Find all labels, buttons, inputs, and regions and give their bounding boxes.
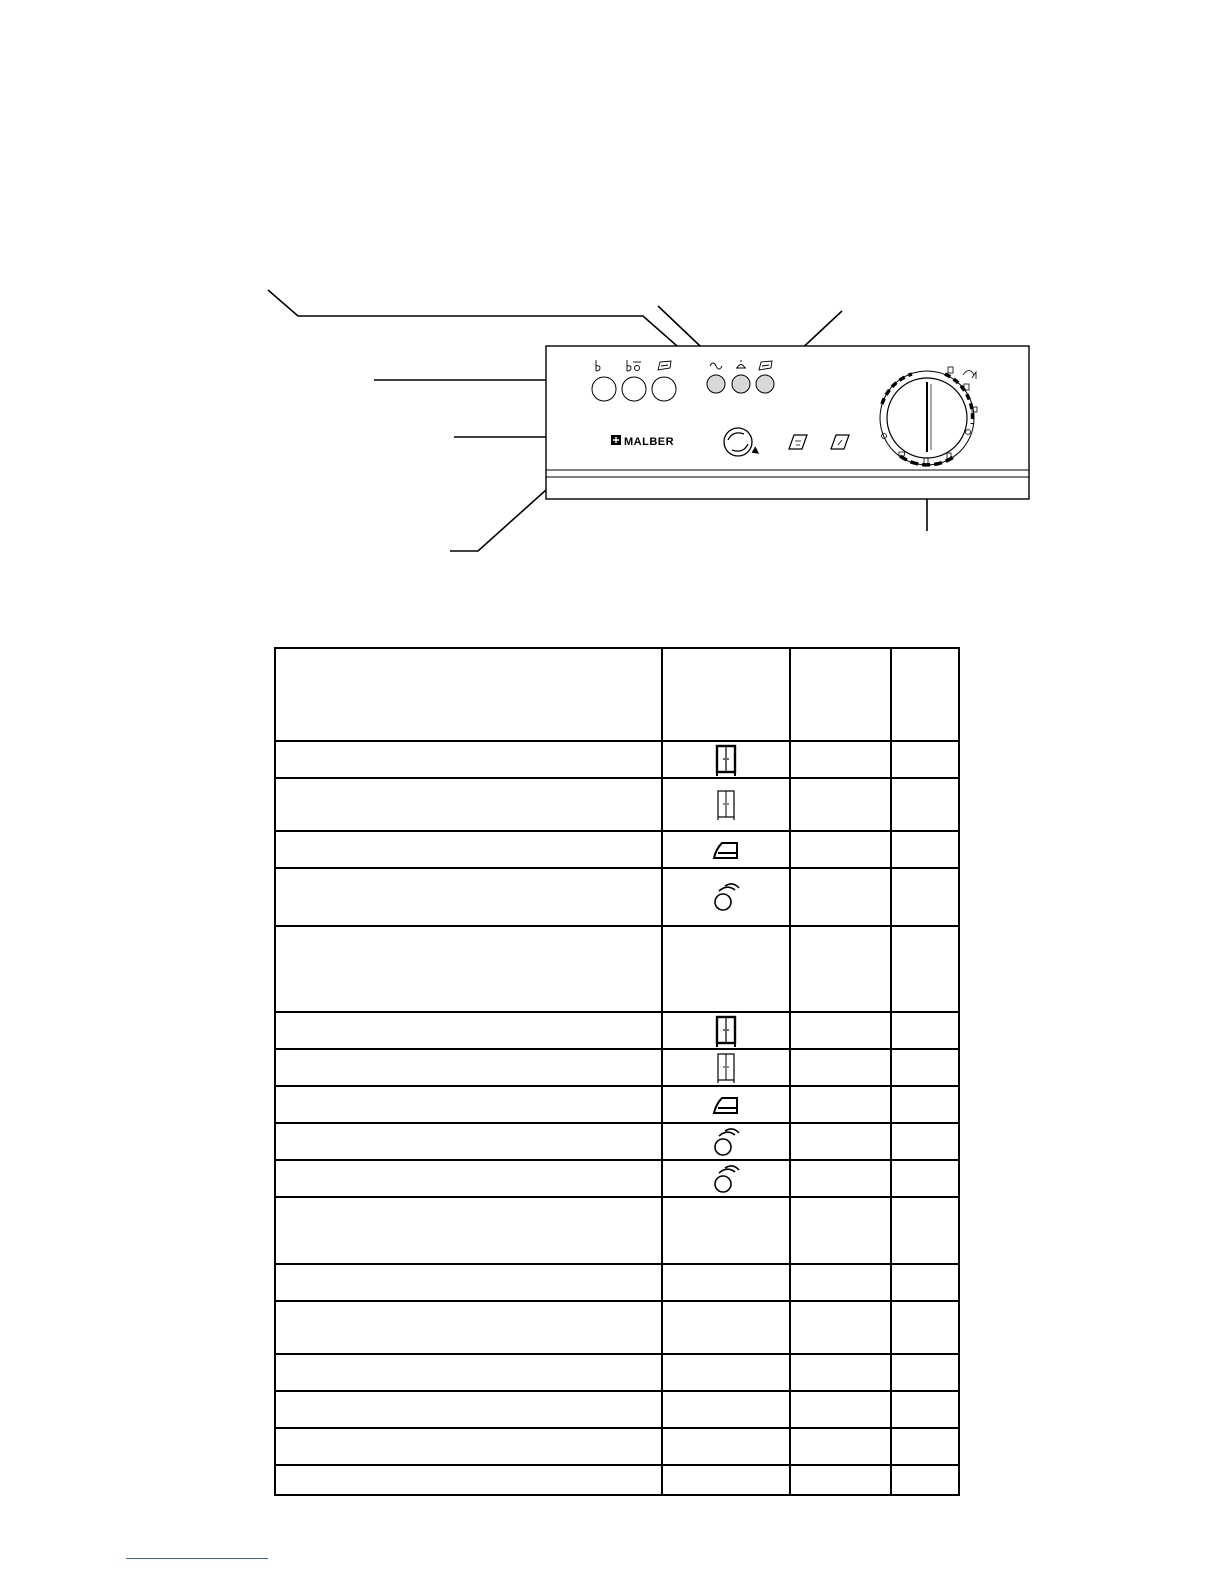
program-label-cell — [275, 741, 662, 778]
value-cell-3 — [790, 831, 891, 868]
program-label-cell — [275, 926, 662, 1012]
program-label-cell — [275, 1391, 662, 1428]
value-cell-3 — [790, 1301, 891, 1354]
half-load-button[interactable] — [592, 377, 616, 401]
table-row — [275, 1160, 959, 1197]
table-row — [275, 741, 959, 778]
value-cell-3 — [790, 868, 891, 926]
dryness-icon-cell — [662, 1197, 790, 1264]
program-label-cell — [275, 1123, 662, 1160]
value-cell-4 — [891, 1354, 959, 1391]
value-cell-3 — [790, 1354, 891, 1391]
wardrobe-dry-icon — [663, 1051, 789, 1085]
footnote-rule — [126, 1558, 268, 1559]
program-label-cell — [275, 1354, 662, 1391]
dryness-icon-cell — [662, 1049, 790, 1086]
indicator-2 — [732, 375, 750, 393]
program-label-cell — [275, 831, 662, 868]
value-cell-4 — [891, 741, 959, 778]
value-cell-3 — [790, 1012, 891, 1049]
program-label-cell — [275, 1197, 662, 1264]
iron-dry-icon — [663, 1094, 789, 1116]
value-cell-4 — [891, 926, 959, 1012]
spin-dry-icon — [663, 880, 789, 914]
half-load-sun-button[interactable] — [622, 377, 646, 401]
header-cell-1 — [275, 648, 662, 741]
dryness-icon-cell — [662, 741, 790, 778]
value-cell-3 — [790, 926, 891, 1012]
program-label-cell — [275, 1264, 662, 1301]
dryness-icon-cell — [662, 1012, 790, 1049]
dryness-icon-cell — [662, 1086, 790, 1123]
dryness-icon-cell — [662, 1465, 790, 1495]
header-cell-2 — [662, 648, 790, 741]
value-cell-3 — [790, 1049, 891, 1086]
table-row — [275, 1428, 959, 1465]
table-row — [275, 831, 959, 868]
dryness-icon-cell — [662, 1264, 790, 1301]
table-row — [275, 778, 959, 831]
header-cell-4 — [891, 648, 959, 741]
dryness-icon-cell — [662, 831, 790, 868]
program-label-cell — [275, 1012, 662, 1049]
program-label-cell — [275, 1465, 662, 1495]
delayed-start-button[interactable] — [652, 377, 676, 401]
program-label-cell — [275, 1301, 662, 1354]
value-cell-4 — [891, 1264, 959, 1301]
value-cell-4 — [891, 1428, 959, 1465]
table-row — [275, 1264, 959, 1301]
dryness-icon-cell — [662, 1123, 790, 1160]
table-row — [275, 926, 959, 1012]
dryness-icon-cell — [662, 778, 790, 831]
dryness-icon-cell — [662, 1428, 790, 1465]
table-row — [275, 1086, 959, 1123]
table-header-row — [275, 648, 959, 741]
value-cell-4 — [891, 1391, 959, 1428]
wardrobe-dry-icon — [663, 788, 789, 822]
table-row — [275, 868, 959, 926]
table-row — [275, 1354, 959, 1391]
table-row — [275, 1301, 959, 1354]
table-row — [275, 1012, 959, 1049]
value-cell-3 — [790, 1391, 891, 1428]
value-cell-4 — [891, 831, 959, 868]
indicator-1 — [707, 375, 725, 393]
value-cell-3 — [790, 741, 891, 778]
value-cell-3 — [790, 1160, 891, 1197]
value-cell-4 — [891, 1465, 959, 1495]
dryness-icon-cell — [662, 1301, 790, 1354]
value-cell-3 — [790, 1264, 891, 1301]
value-cell-4 — [891, 1197, 959, 1264]
value-cell-4 — [891, 1012, 959, 1049]
value-cell-3 — [790, 778, 891, 831]
value-cell-3 — [790, 1465, 891, 1495]
program-label-cell — [275, 868, 662, 926]
dryness-icon-cell — [662, 926, 790, 1012]
value-cell-3 — [790, 1428, 891, 1465]
dryness-icon-cell — [662, 1354, 790, 1391]
spin-dry-icon — [663, 1125, 789, 1159]
table-row — [275, 1465, 959, 1495]
wardrobe-extra-dry-icon — [663, 1014, 789, 1048]
value-cell-4 — [891, 1160, 959, 1197]
program-label-cell — [275, 1428, 662, 1465]
program-label-cell — [275, 1160, 662, 1197]
value-cell-3 — [790, 1123, 891, 1160]
dryness-icon-cell — [662, 1391, 790, 1428]
brand-name: MALBER — [624, 436, 675, 448]
indicator-3 — [756, 375, 774, 393]
value-cell-3 — [790, 1197, 891, 1264]
dryness-icon-cell — [662, 868, 790, 926]
value-cell-4 — [891, 1086, 959, 1123]
value-cell-4 — [891, 778, 959, 831]
iron-dry-icon — [663, 839, 789, 861]
table-row — [275, 1123, 959, 1160]
spin-dry-icon — [663, 1162, 789, 1196]
program-label-cell — [275, 1049, 662, 1086]
program-label-cell — [275, 778, 662, 831]
control-panel-diagram — [0, 0, 1224, 600]
table-row — [275, 1197, 959, 1264]
value-cell-4 — [891, 868, 959, 926]
program-label-cell — [275, 1086, 662, 1123]
header-cell-3 — [790, 648, 891, 741]
table-row — [275, 1391, 959, 1428]
wardrobe-extra-dry-icon — [663, 743, 789, 777]
program-table — [274, 647, 960, 1496]
value-cell-3 — [790, 1086, 891, 1123]
value-cell-4 — [891, 1301, 959, 1354]
value-cell-4 — [891, 1123, 959, 1160]
dryness-icon-cell — [662, 1160, 790, 1197]
value-cell-4 — [891, 1049, 959, 1086]
table-row — [275, 1049, 959, 1086]
